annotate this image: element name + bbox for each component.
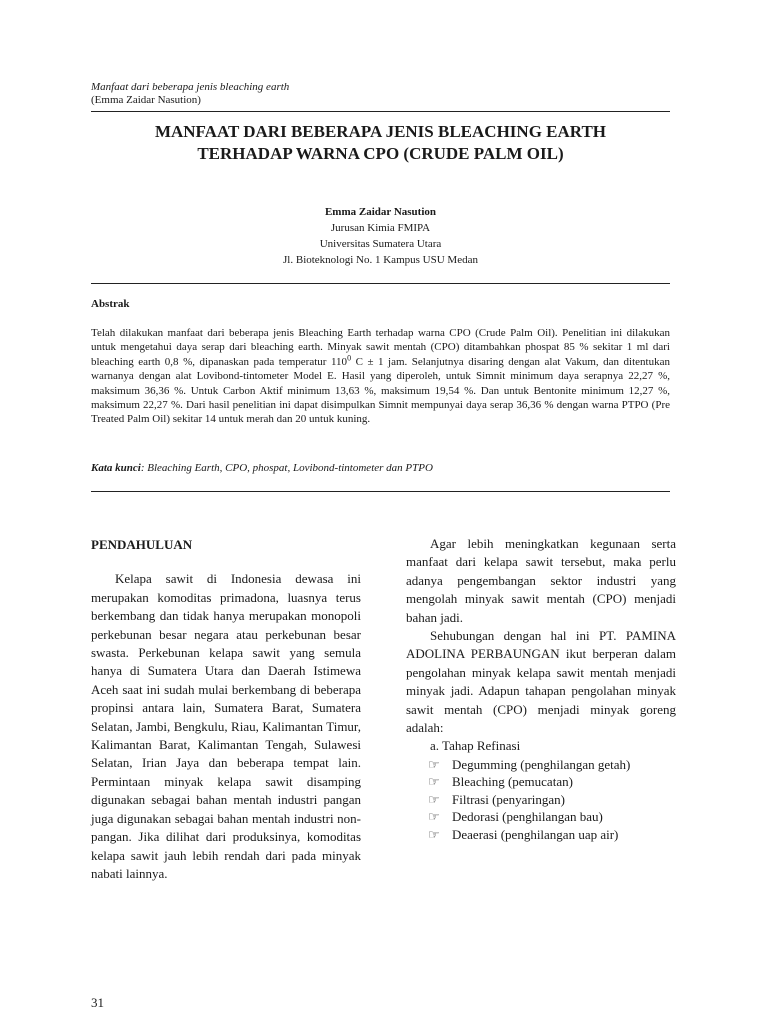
list-item-label: Degumming (penghilangan getah) <box>452 756 631 772</box>
subheading-tahap-refinasi: a. Tahap Refinasi <box>430 738 521 754</box>
right-column <box>406 535 676 843</box>
list-item <box>428 808 676 826</box>
author-name: Emma Zaidar Nasution <box>324 206 437 218</box>
paper-title-line-1: MANFAAT DARI BEBERAPA JENIS BLEACHING EARTH <box>154 122 607 141</box>
abstract-text-part-1: Telah dilakukan manfaat dari beberapa jenis Bleaching Earth terhadap warna CPO (Crude Palm Oil). Penelitian ini dilakukan untuk mengetahui daya serap dari bleaching earth. Minyak sawit mentah (CPO) ditambahkan phospat 85 % sekitar 1 ml dari bleaching earth 0,8 %, dipanaskan pada temperatur 110 <box>91 327 670 368</box>
author-department: Jurusan Kimia FMIPA <box>330 222 431 234</box>
list-item-label: Deaerasi (penghilangan uap air) <box>452 826 619 842</box>
list-item-label: Dedorasi (penghilangan bau) <box>452 809 603 825</box>
right-paragraph-1: Agar lebih meningkatkan kegunaan serta manfaat dari kelapa sawit tersebut, maka perlu adanya pengembangan sektor industri yang mengolah minyak sawit mentah (CPO) menjadi bahan jadi. <box>406 536 676 625</box>
abstract-heading: Abstrak <box>91 298 130 310</box>
running-header-author: (Emma Zaidar Nasution) <box>91 94 201 106</box>
abstract-body <box>91 326 670 427</box>
keywords-label: Kata kunci <box>91 462 141 474</box>
author-university: Universitas Sumatera Utara <box>319 238 442 250</box>
paper-title <box>91 121 670 165</box>
abstract-top-rule <box>91 283 670 284</box>
pointing-hand-icon: ☞ <box>428 809 440 825</box>
abstract-bottom-rule <box>91 491 670 492</box>
left-column <box>91 536 361 883</box>
running-header <box>91 81 289 107</box>
abstract-text-part-2: C ± 1 jam. Selanjutnya disaring dengan alat Vakum, dan ditentukan warnanya dengan alat Lovibond-tintometer Model E. Hasil yang diperoleh, untuk Simnit minimum daya serapnya 22,27 %, maksimum 36,36 %. Untuk Carbon Aktif minimum 13,63 %, maksimum 19,54 %. Dan untuk Bentonite minimum 12,27 %, maksimum 22,27 %. Dari hasil penelitian ini dapat disimpulkan Simnit mempunyai daya serap 36,36 % dengan warna PTPO (Pre Treated Palm Oil) sekitar 14 untuk merah dan 20 untuk kuning. <box>91 355 670 426</box>
refining-steps-list <box>406 756 676 844</box>
pointing-hand-icon: ☞ <box>428 791 440 807</box>
running-header-title: Manfaat dari beberapa jenis bleaching earth <box>91 81 290 93</box>
pointing-hand-icon: ☞ <box>428 826 440 842</box>
keywords <box>91 462 670 474</box>
list-item <box>428 826 676 844</box>
list-item <box>428 756 676 774</box>
header-rule <box>91 111 670 112</box>
list-item <box>428 791 676 809</box>
page-number: 31 <box>91 995 104 1010</box>
author-address: Jl. Bioteknologi No. 1 Kampus USU Medan <box>283 254 478 266</box>
list-item-label: Filtrasi (penyaringan) <box>452 791 565 807</box>
keywords-text: : Bleaching Earth, CPO, phospat, Lovibond-tintometer dan PTPO <box>140 462 433 474</box>
right-paragraph-2: Sehubungan dengan hal ini PT. PAMINA ADOLINA PERBAUNGAN ikut berperan dalam pengolahan minyak kelapa sawit mentah menjadi minyak jadi. Adapun tahapan pengolahan minyak sawit mentah (CPO) menjadi minyak goreng adalah: <box>406 628 676 736</box>
list-item-label: Bleaching (pemucatan) <box>452 774 573 790</box>
paper-title-line-2: TERHADAP WARNA CPO (CRUDE PALM OIL) <box>197 144 564 163</box>
author-block <box>91 204 670 268</box>
abstract-superscript: 0 <box>347 353 352 363</box>
list-item <box>428 773 676 791</box>
intro-paragraph: Kelapa sawit di Indonesia dewasa ini merupakan komoditas primadona, luasnya terus berkembang dan tidak hanya merupakan monopoli perkebunan besar negara atau perkebunan besar swasta. Perkebunan kelapa sawit yang semula hanya di Sumatera Utara dan Daerah Istimewa Aceh saat ini sudah mulai berkembang di beberapa propinsi antara lain, Sumatera Barat, Sumatera Selatan, Jambi, Bengkulu, Riau, Kalimantan Timur, Kalimantan Barat, Kalimantan Tengah, Sulawesi Selatan, Irian Jaya dan beberapa tempat lain. Permintaan minyak kelapa sawit disamping digunakan sebagai bahan mentah industri pangan juga digunakan sebagai bahan mentah industri non-pangan. Jika dilihat dari produksinya, komoditas kelapa sawit jauh lebih rendah dari pada minyak nabati lainnya. <box>91 571 361 881</box>
pointing-hand-icon: ☞ <box>428 756 440 772</box>
section-heading-pendahuluan: PENDAHULUAN <box>91 537 193 552</box>
pointing-hand-icon: ☞ <box>428 774 440 790</box>
